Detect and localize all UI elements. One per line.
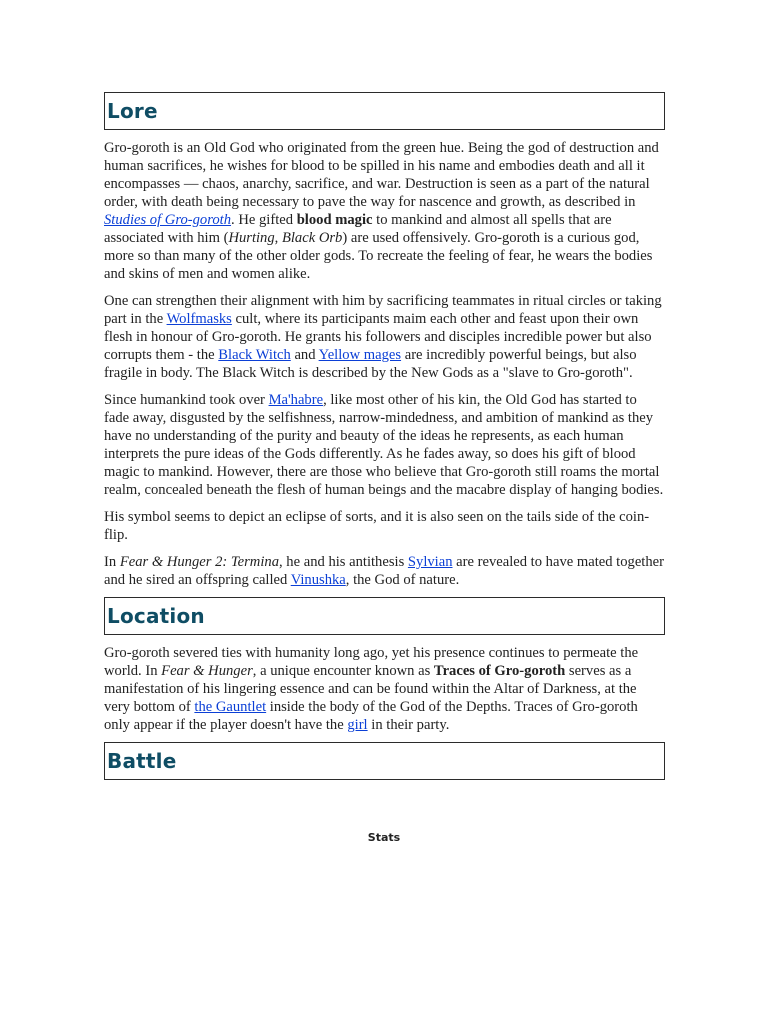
- text-run: , like most other of his kin, the Old God has started to fade away, disgusted by the selfishness, narrow-mindedness, and ambition of mankind as they have no understanding of the purity and beauty of the ideas he represents, as each human interprets the pure ideas of the Gods differently. As he fades away, so does his gift of blood magic to mankind. However, there are those who believe that Gro-goroth still roams the mortal realm, concealed beneath the flesh of human beings and the macabre display of hanging bodies.: [104, 392, 664, 498]
- black-orb-italic: Black Orb: [281, 230, 343, 246]
- location-paragraph-1: [104, 644, 665, 734]
- text-run: , he and his antithesis: [279, 554, 408, 570]
- hurting-italic: Hurting: [228, 230, 275, 246]
- sylvian-link[interactable]: Sylvian: [407, 554, 453, 570]
- text-run: ) are used offensively. Gro-goroth is a curious god, more so than many of the other older gods. To recreate the feeling of fear, he wears the bodies and skins of men and women alike.: [104, 230, 653, 282]
- the-gauntlet-link[interactable]: the Gauntlet: [194, 699, 267, 715]
- article-content: [104, 92, 665, 780]
- black-witch-link[interactable]: Black Witch: [218, 347, 291, 363]
- text-run: inside the body of the God of the Depths. Traces of Gro-goroth only appear if the player doesn't have the: [104, 699, 638, 733]
- lore-section-header: [104, 92, 665, 130]
- battle-section-header: [104, 742, 665, 780]
- text-run: Since humankind took over: [104, 392, 269, 408]
- text-run: Gro-goroth severed ties with humanity long ago, yet his presence continues to permeate the world. In: [104, 645, 639, 679]
- location-section-header: [104, 597, 665, 635]
- blood-magic-bold: blood magic: [296, 212, 373, 228]
- text-run: are revealed to have mated together and he sired an offspring called: [104, 554, 664, 588]
- lore-paragraph-5: [104, 553, 665, 589]
- text-run: in their party.: [367, 717, 450, 733]
- text-run: In: [104, 554, 120, 570]
- text-run: , a unique encounter known as: [252, 663, 434, 679]
- text-run: Gro-goroth is an Old God who originated from the green hue. Being the god of destruction and human sacrifices, he wishes for blood to be spilled in his name and embodies death and all it encompasses — chaos, anarchy, sacrifice, and war. Destruction is seen as a part of the natural order, with death being necessary to pave the way for nascence and growth, as described in: [104, 140, 659, 210]
- text-run: , the God of nature.: [345, 572, 460, 588]
- studies-of-gro-goroth-link[interactable]: Studies of Gro-goroth: [104, 212, 232, 228]
- yellow-mages-link[interactable]: Yellow mages: [318, 347, 402, 363]
- vinushka-link[interactable]: Vinushka: [290, 572, 346, 588]
- termina-italic: Fear & Hunger 2: Termina: [119, 554, 279, 570]
- lore-paragraph-4: [104, 508, 665, 544]
- text-run: His symbol seems to depict an eclipse of sorts, and it is also seen on the tails side of the coin-flip.: [104, 509, 650, 543]
- text-run: One can strengthen their alignment with him by sacrificing teammates in ritual circles or taking part in the: [104, 293, 662, 327]
- text-run: are incredibly powerful beings, but also fragile in body. The Black Witch is described by the New Gods as a "slave to Gro-goroth".: [104, 347, 637, 381]
- fear-and-hunger-italic: Fear & Hunger: [161, 663, 253, 679]
- stats-label: Stats: [367, 831, 401, 844]
- text-run: serves as a manifestation of his lingering essence and can be found within the Altar of Darkness, at the very bottom of: [104, 663, 637, 715]
- mahabre-link[interactable]: Ma'habre: [268, 392, 324, 408]
- lore-paragraph-2: [104, 292, 665, 382]
- wolfmasks-link[interactable]: Wolfmasks: [166, 311, 232, 327]
- lore-paragraph-1: [104, 139, 665, 283]
- text-run: cult, where its participants maim each other and feast upon their own flesh in honour of Gro-goroth. He grants his followers and disciples incredible power but also corrupts them - the: [104, 311, 652, 363]
- text-run: . He gifted: [231, 212, 297, 228]
- location-heading: Location: [107, 604, 205, 628]
- text-run: to mankind and almost all spells that are associated with him (: [104, 212, 612, 246]
- text-run: ,: [274, 230, 282, 246]
- lore-heading: Lore: [107, 99, 158, 123]
- text-run: and: [290, 347, 319, 363]
- traces-of-gro-goroth-bold: Traces of Gro-goroth: [433, 663, 566, 679]
- lore-paragraph-3: [104, 391, 665, 499]
- girl-link[interactable]: girl: [347, 717, 368, 733]
- battle-heading: Battle: [107, 749, 177, 773]
